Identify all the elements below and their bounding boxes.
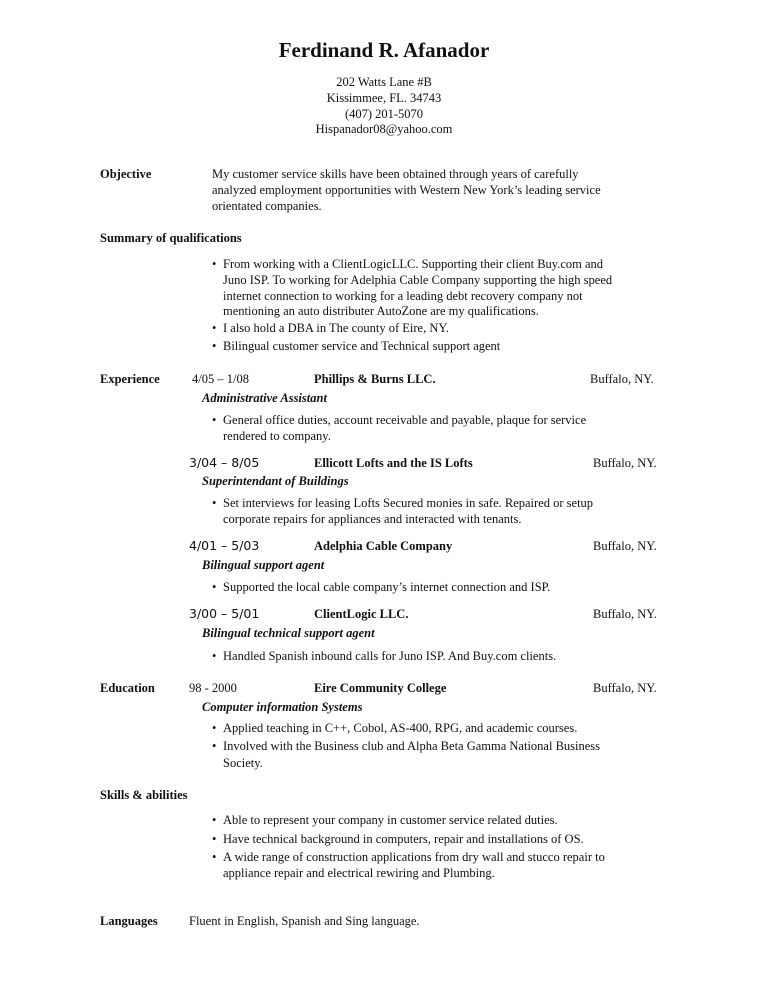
job-title: Bilingual support agent — [202, 558, 325, 572]
job-company: Ellicott Lofts and the IS Lofts — [314, 456, 473, 470]
bullet-icon: • — [212, 813, 217, 827]
objective-label: Objective — [100, 167, 152, 181]
bullet-text: rendered to company. — [223, 429, 331, 443]
resume-name: Ferdinand R. Afanador — [278, 38, 490, 62]
bullet-text: General office duties, account receivable and payable, plaque for service — [223, 413, 587, 427]
bullet-text: A wide range of construction applications from dry wall and stucco repair to — [223, 850, 605, 864]
bullet-text: Set interviews for leasing Lofts Secured monies in safe. Repaired or setup — [223, 496, 594, 510]
job-company: ClientLogic LLC. — [314, 607, 409, 621]
bullet-icon: • — [212, 721, 217, 735]
job-dates: 4/05 – 1/08 — [192, 372, 249, 386]
job-location: Buffalo, NY. — [593, 607, 657, 621]
objective-line: orientated companies. — [212, 199, 322, 213]
bullet-text: Able to represent your company in customer service related duties. — [223, 813, 558, 827]
objective-line: analyzed employment opportunities with Western New York’s leading service — [212, 183, 601, 197]
job-company: Adelphia Cable Company — [314, 539, 453, 553]
job-location: Buffalo, NY. — [590, 372, 654, 386]
bullet-icon: • — [212, 580, 217, 594]
job-dates: 4/01 – 5/03 — [189, 538, 260, 553]
bullet-icon: • — [212, 257, 217, 271]
objective-line: My customer service skills have been obtained through years of carefully — [212, 167, 579, 181]
bullet-text: Involved with the Business club and Alpha Beta Gamma National Business — [223, 739, 601, 753]
bullet-icon: • — [212, 649, 217, 663]
languages-label: Languages — [100, 914, 158, 928]
bullet-text: corporate repairs for appliances and interacted with tenants. — [223, 512, 522, 526]
phone: (407) 201-5070 — [344, 107, 424, 121]
summary-label: Summary of qualifications — [100, 231, 242, 245]
job-title: Administrative Assistant — [202, 391, 327, 405]
job-company: Phillips & Burns LLC. — [314, 372, 436, 386]
job-title: Superintendant of Buildings — [202, 474, 349, 488]
bullet-text: Juno ISP. To working for Adelphia Cable Company supporting the high speed — [223, 273, 613, 287]
bullet-text: Bilingual customer service and Technical support agent — [223, 339, 501, 353]
bullet-icon: • — [212, 832, 217, 846]
bullet-text: From working with a ClientLogicLLC. Supporting their client Buy.com and — [223, 257, 604, 271]
bullet-icon: • — [212, 321, 217, 335]
bullet-icon: • — [212, 413, 217, 427]
skills-label: Skills & abilities — [100, 788, 188, 802]
bullet-text: internet connection to working for a leading debt recovery company not — [223, 289, 583, 303]
experience-label: Experience — [100, 372, 160, 386]
bullet-text: appliance repair and electrical rewiring and Plumbing. — [223, 866, 495, 880]
job-dates: 3/00 – 5/01 — [189, 606, 260, 621]
bullet-text: mentioning an auto distributer AutoZone are my qualifications. — [223, 304, 539, 318]
address-line-2: Kissimmee, FL. 34743 — [326, 91, 442, 105]
bullet-text: Handled Spanish inbound calls for Juno ISP. And Buy.com clients. — [223, 649, 557, 663]
education-program: Computer information Systems — [202, 700, 363, 714]
bullet-text: Have technical background in computers, repair and installations of OS. — [223, 832, 584, 846]
bullet-icon: • — [212, 739, 217, 753]
education-label: Education — [100, 681, 155, 695]
bullet-icon: • — [212, 339, 217, 353]
bullet-text: Supported the local cable company’s internet connection and ISP. — [223, 580, 551, 594]
bullet-text: I also hold a DBA in The county of Eire, NY. — [223, 321, 449, 335]
job-location: Buffalo, NY. — [593, 456, 657, 470]
languages-text: Fluent in English, Spanish and Sing language. — [189, 914, 420, 928]
bullet-icon: • — [212, 850, 217, 864]
bullet-text: Applied teaching in C++, Cobol, AS-400, RPG, and academic courses. — [223, 721, 578, 735]
bullet-text: Society. — [223, 756, 263, 770]
address-line-1: 202 Watts Lane #B — [336, 75, 432, 89]
job-location: Buffalo, NY. — [593, 539, 657, 553]
education-school: Eire Community College — [314, 681, 447, 695]
job-title: Bilingual technical support agent — [202, 626, 375, 640]
bullet-icon: • — [212, 496, 217, 510]
education-dates: 98 - 2000 — [189, 681, 237, 695]
education-location: Buffalo, NY. — [593, 681, 657, 695]
email: Hispanador08@yahoo.com — [315, 122, 453, 136]
job-dates: 3/04 – 8/05 — [189, 455, 260, 470]
